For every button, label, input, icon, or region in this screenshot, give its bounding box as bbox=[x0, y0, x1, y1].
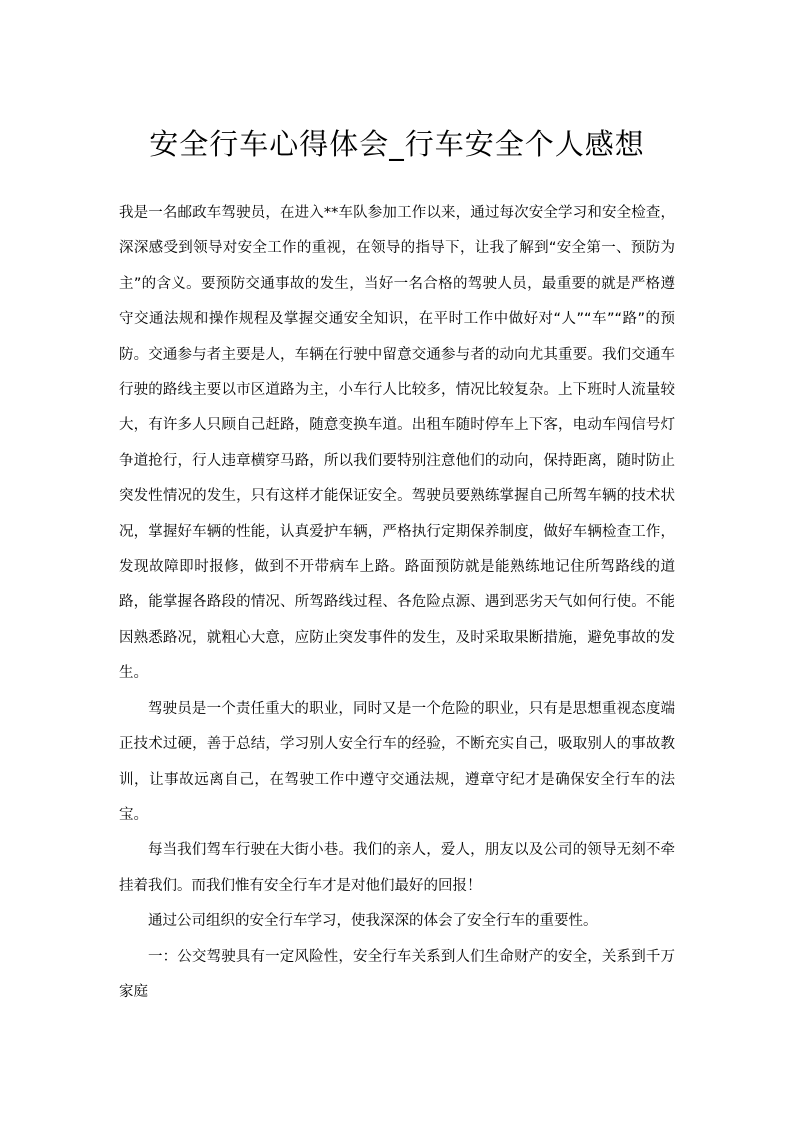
paragraph: 驾驶员是一个责任重大的职业，同时又是一个危险的职业，只有是思想重视态度端正技术过硬，善于总结，学习别人安全行车的经验，不断充实自己，吸取别人的事故教训，让事故远离自己，在驾驶工作中遵守交通法规，遵章守纪才是确保安全行车的法宝。 bbox=[119, 700, 675, 823]
paragraph: 通过公司组织的安全行车学习，使我深深的体会了安全行车的重要性。 bbox=[148, 913, 598, 930]
paragraph: 一：公交驾驶具有一定风险性，安全行车关系到人们生命财产的安全，关系到千万家庭 bbox=[119, 948, 675, 1000]
paragraph: 我是一名邮政车驾驶员，在进入**车队参加工作以来，通过每次安全学习和安全检查，深深感受到领导对安全工作的重视，在领导的指导下，让我了解到“安全第一、预防为主”的含义。要预防交通事故的发生，当好一名合格的驾驶人员，最重要的就是严格遵守交通法规和操作规程及掌握交通安全知识，在平时工作中做好对“人”“车”“路”的预防。交通参与者主要是人，车辆在行驶中留意交通参与者的动向尤其重要。我们交通车行驶的路线主要以市区道路为主，小车行人比较多，情况比较复杂。上下班时人流量较大，有许多人只顾自己赶路，随意变换车道。出租车随时停车上下客，电动车闯信号灯争道抢行，行人违章横穿马路，所以我们要特别注意他们的动向，保持距离，随时防止突发性情况的发生，只有这样才能保证安全。驾驶员要熟练掌握自己所驾车辆的技术状况，掌握好车辆的性能，认真爱护车辆，严格执行定期保养制度，做好车辆检查工作，发现故障即时报修，做到不开带病车上路。路面预防就是能熟练地记住所驾路线的道路，能掌握各路段的情况、所驾路线过程、各危险点源、遇到恶劣天气如何行使。不能因熟悉路况，就粗心大意，应防止突发事件的发生，及时采取果断措施，避免事故的发生。 bbox=[119, 205, 675, 682]
paragraph: 每当我们驾车行驶在大街小巷。我们的亲人，爱人，朋友以及公司的领导无刻不牵挂着我们。而我们惟有安全行车才是对他们最好的回报！ bbox=[119, 842, 675, 894]
document-body bbox=[119, 196, 675, 1010]
document-title: 安全行车心得体会_行车安全个人感想 bbox=[149, 127, 645, 161]
